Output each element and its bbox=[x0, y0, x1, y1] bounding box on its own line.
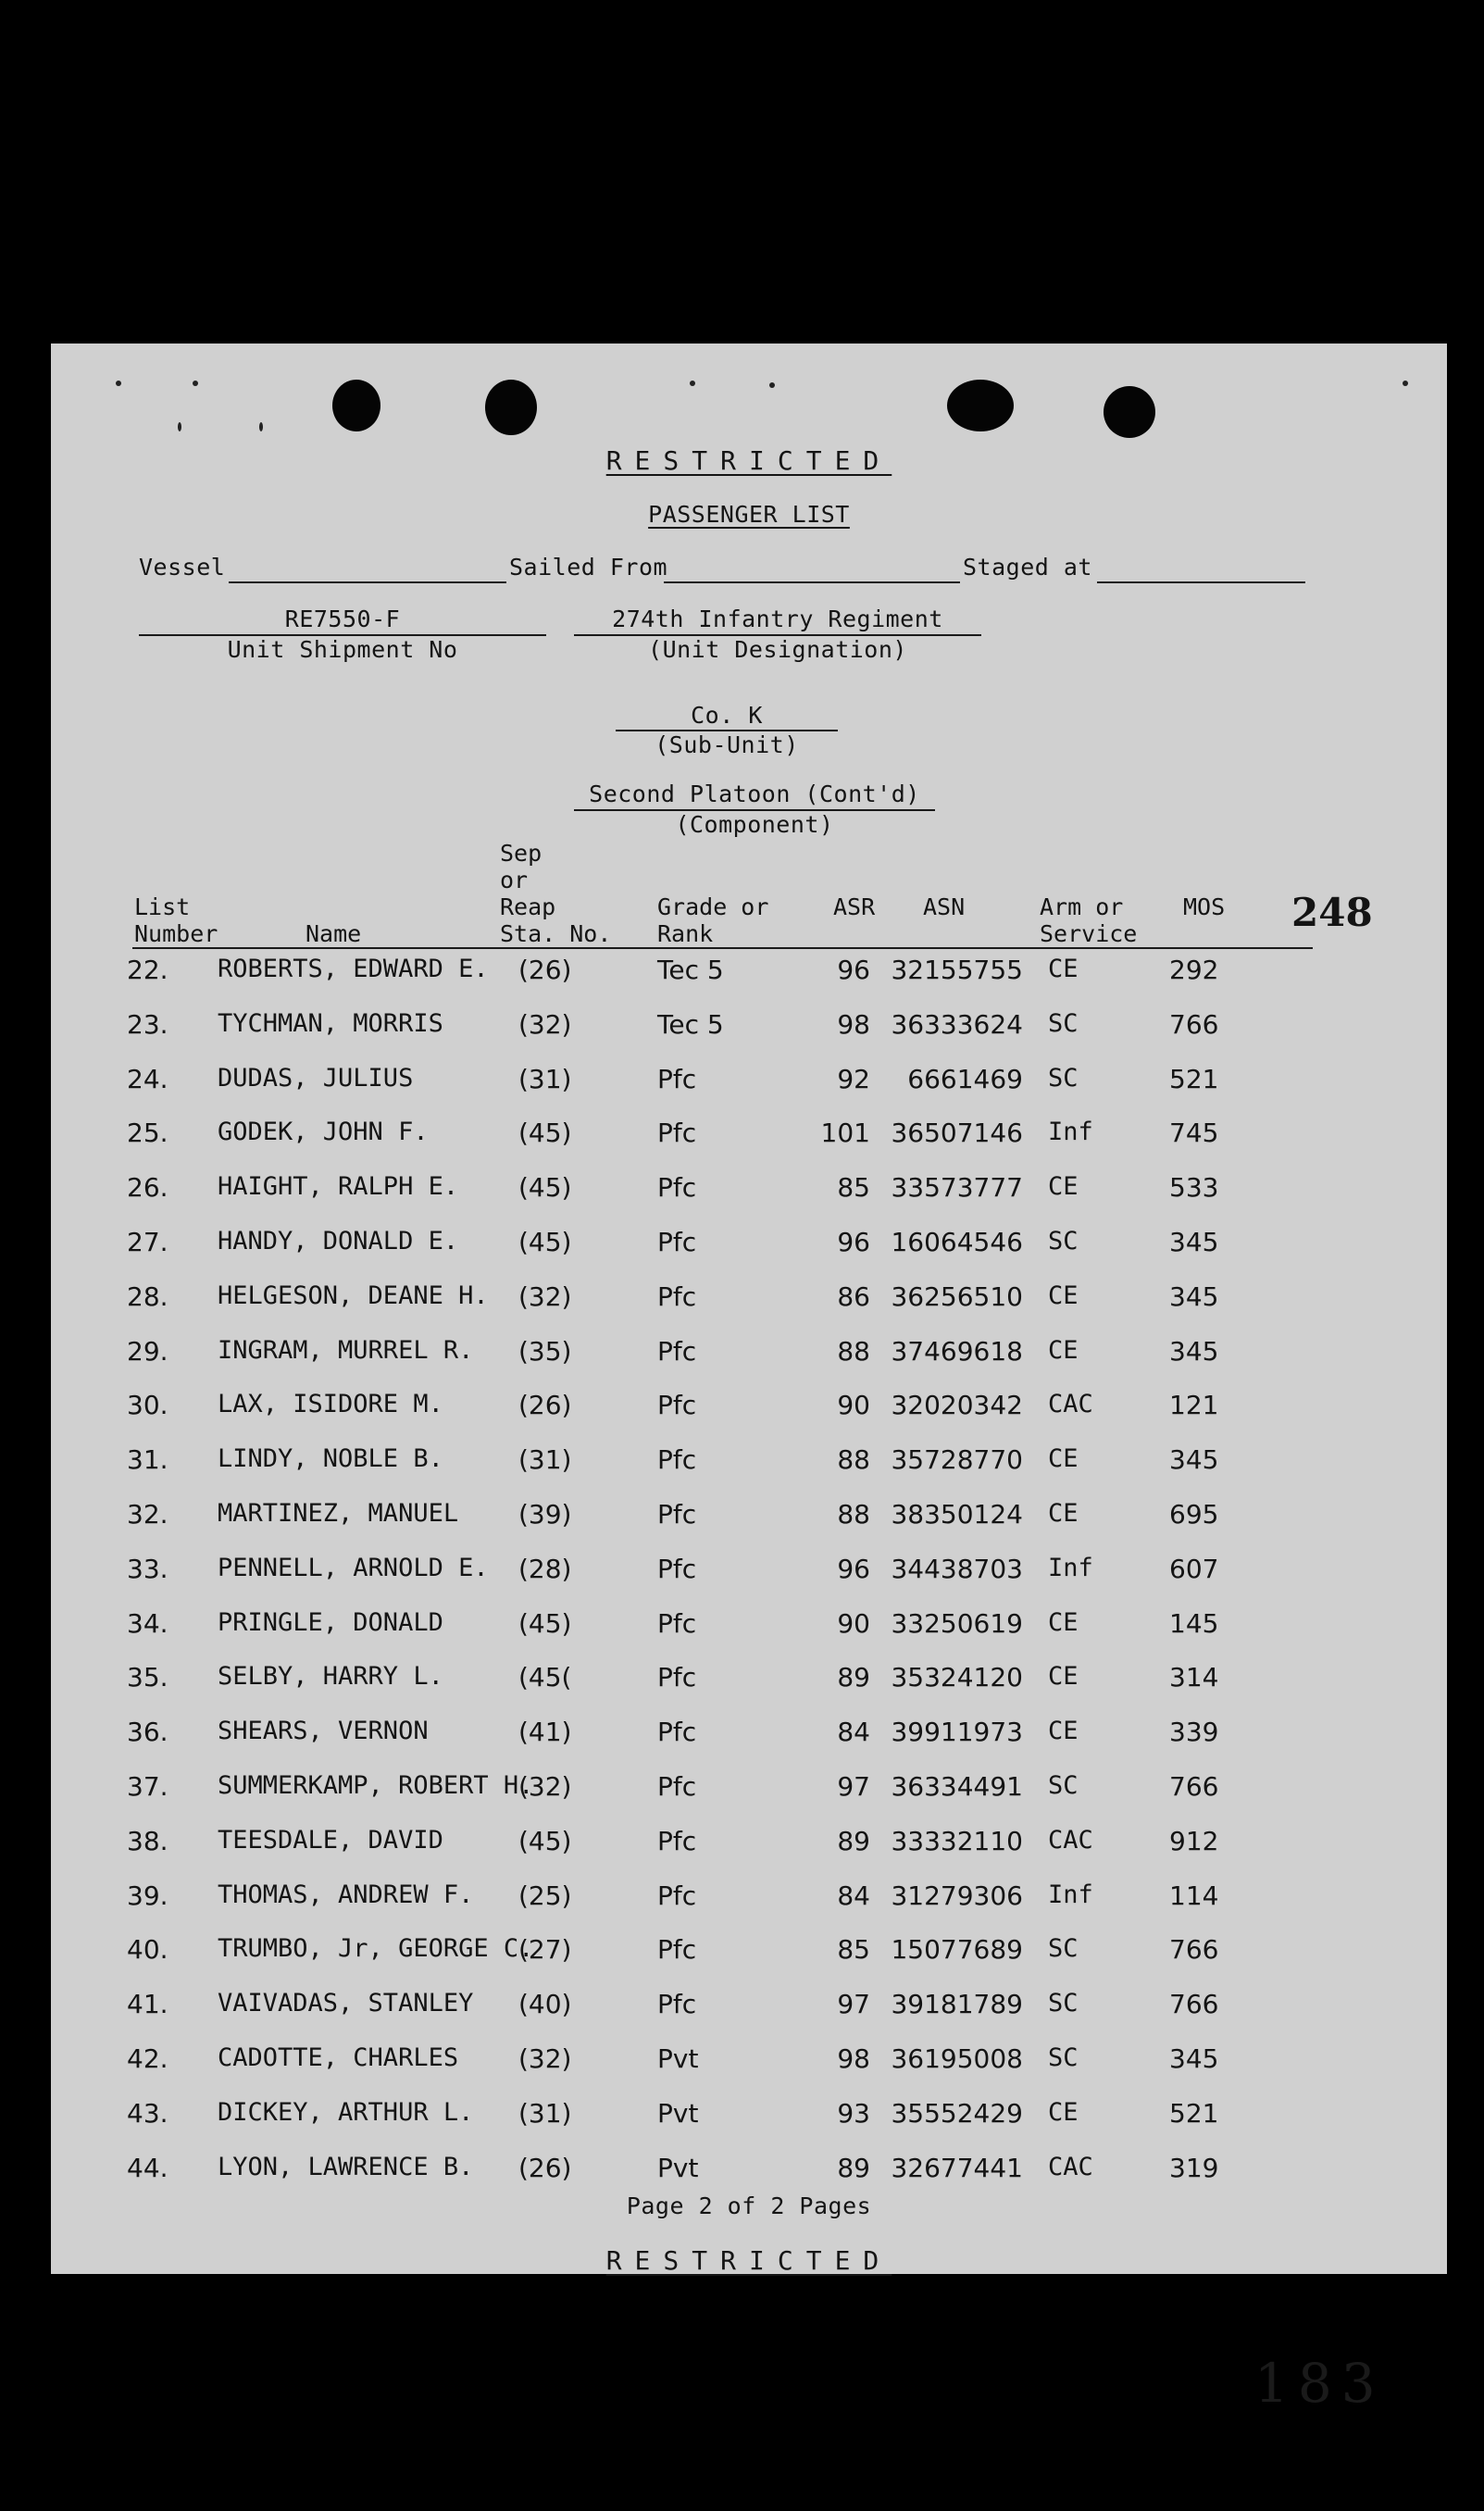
table-row bbox=[51, 1662, 1447, 1714]
document-title: PASSENGER LIST bbox=[648, 501, 850, 528]
mos-cell: 314 bbox=[1169, 1662, 1219, 1693]
asr-cell: 96 bbox=[837, 1553, 870, 1584]
arm-service-cell: CAC bbox=[1048, 1390, 1093, 1419]
asr-cell: 88 bbox=[837, 1444, 870, 1476]
staged-at-line bbox=[1097, 581, 1305, 583]
arm-service-cell: SC bbox=[1048, 1989, 1079, 2018]
arm-service-cell: SC bbox=[1048, 1934, 1079, 1964]
mos-cell: 345 bbox=[1169, 1227, 1219, 1257]
list-number-cell: 28. bbox=[127, 1280, 168, 1312]
asr-cell: 89 bbox=[837, 1662, 870, 1693]
unit-designation: 274th Infantry Regiment bbox=[612, 606, 943, 632]
speck bbox=[690, 381, 695, 386]
asr-cell: 88 bbox=[837, 1335, 870, 1367]
list-number-cell: 31. bbox=[127, 1444, 168, 1476]
asn-cell: 36333624 bbox=[891, 1008, 1023, 1040]
name-cell: THOMAS, ANDREW F. bbox=[218, 1880, 474, 1909]
name-cell: TYCHMAN, MORRIS bbox=[218, 1008, 443, 1038]
sep-reap-cell: (45) bbox=[518, 1825, 572, 1856]
arm-service-cell: CE bbox=[1048, 1280, 1079, 1310]
asn-cell: 36334491 bbox=[891, 1771, 1023, 1802]
header-name: Name bbox=[306, 920, 362, 947]
sep-reap-cell: (45) bbox=[518, 1227, 572, 1257]
asn-cell: 15077689 bbox=[891, 1934, 1023, 1966]
unit-designation-label: (Unit Designation) bbox=[648, 636, 907, 663]
list-number-cell: 37. bbox=[127, 1771, 168, 1802]
asn-cell: 16064546 bbox=[891, 1227, 1023, 1257]
asr-cell: 97 bbox=[837, 1989, 870, 2020]
arm-service-cell: CE bbox=[1048, 2097, 1079, 2127]
list-number-cell: 30. bbox=[127, 1390, 168, 1421]
name-cell: DICKEY, ARTHUR L. bbox=[218, 2097, 474, 2127]
arm-service-cell: Inf bbox=[1048, 1880, 1093, 1909]
arm-service-cell: CE bbox=[1048, 1172, 1079, 1202]
asr-cell: 98 bbox=[837, 1008, 870, 1040]
name-cell: PENNELL, ARNOLD E. bbox=[218, 1553, 489, 1582]
sep-reap-cell: (26) bbox=[518, 2152, 572, 2183]
name-cell: MARTINEZ, MANUEL bbox=[218, 1499, 459, 1528]
name-cell: TEESDALE, DAVID bbox=[218, 1825, 443, 1855]
table-row bbox=[51, 1554, 1447, 1605]
name-cell: VAIVADAS, STANLEY bbox=[218, 1989, 474, 2018]
grade-cell: Pfc bbox=[657, 1934, 697, 1966]
header-grade: Grade or Rank bbox=[657, 893, 769, 947]
vessel-label: Vessel bbox=[139, 554, 226, 581]
arm-service-cell: CE bbox=[1048, 1607, 1079, 1637]
footer-page-info: Page 2 of 2 Pages bbox=[626, 2192, 872, 2219]
punch-hole-1 bbox=[332, 380, 380, 431]
vessel-line bbox=[229, 581, 506, 583]
table-row bbox=[51, 1717, 1447, 1768]
list-number-cell: 33. bbox=[127, 1553, 168, 1584]
arm-service-cell: Inf bbox=[1048, 1553, 1093, 1582]
sep-reap-cell: (26) bbox=[518, 955, 572, 985]
asn-cell: 32020342 bbox=[891, 1390, 1023, 1421]
punch-hole-2 bbox=[485, 380, 537, 435]
asn-cell: 35552429 bbox=[891, 2097, 1023, 2129]
unit-shipment-no: RE7550-F bbox=[284, 606, 401, 632]
list-number-cell: 44. bbox=[127, 2152, 168, 2183]
sep-reap-cell: (32) bbox=[518, 2043, 572, 2074]
name-cell: PRINGLE, DONALD bbox=[218, 1607, 443, 1637]
grade-cell: Pfc bbox=[657, 1118, 697, 1149]
arm-service-cell: CE bbox=[1048, 1444, 1079, 1474]
mos-cell: 607 bbox=[1169, 1553, 1219, 1584]
table-row bbox=[51, 1227, 1447, 1279]
classification-top: RESTRICTED bbox=[605, 445, 892, 476]
list-number-cell: 24. bbox=[127, 1063, 168, 1094]
arm-service-cell: SC bbox=[1048, 1227, 1079, 1256]
name-cell: SUMMERKAMP, ROBERT H. bbox=[218, 1771, 534, 1800]
asn-cell: 31279306 bbox=[891, 1880, 1023, 1911]
punch-hole-4 bbox=[1104, 386, 1155, 438]
mos-cell: 292 bbox=[1169, 955, 1219, 985]
mos-cell: 533 bbox=[1169, 1172, 1219, 1204]
mos-cell: 145 bbox=[1169, 1607, 1219, 1639]
asr-cell: 85 bbox=[837, 1172, 870, 1204]
list-number-cell: 39. bbox=[127, 1880, 168, 1911]
sep-reap-cell: (45) bbox=[518, 1118, 572, 1149]
page-stamp-number: 248 bbox=[1291, 890, 1373, 935]
sep-reap-cell: (35) bbox=[518, 1335, 572, 1367]
speck bbox=[259, 422, 263, 431]
table-row bbox=[51, 1336, 1447, 1388]
table-row bbox=[51, 1499, 1447, 1551]
name-cell: SELBY, HARRY L. bbox=[218, 1662, 443, 1692]
list-number-cell: 41. bbox=[127, 1989, 168, 2020]
asr-cell: 93 bbox=[837, 2097, 870, 2129]
sep-reap-cell: (32) bbox=[518, 1771, 572, 1802]
asr-cell: 84 bbox=[837, 1880, 870, 1911]
sep-reap-cell: (39) bbox=[518, 1499, 572, 1530]
asr-cell: 88 bbox=[837, 1499, 870, 1530]
sep-reap-cell: (32) bbox=[518, 1008, 572, 1040]
asr-cell: 92 bbox=[837, 1063, 870, 1094]
table-row bbox=[51, 1826, 1447, 1878]
component: Second Platoon (Cont'd) bbox=[589, 781, 920, 807]
mos-cell: 766 bbox=[1169, 1934, 1219, 1966]
sub-unit-label: (Sub-Unit) bbox=[655, 731, 799, 758]
asn-cell: 33332110 bbox=[891, 1825, 1023, 1856]
asn-cell: 33573777 bbox=[891, 1172, 1023, 1204]
mos-cell: 339 bbox=[1169, 1717, 1219, 1748]
sep-reap-cell: (45) bbox=[518, 1607, 572, 1639]
asr-cell: 90 bbox=[837, 1390, 870, 1421]
mos-cell: 345 bbox=[1169, 1280, 1219, 1312]
grade-cell: Pfc bbox=[657, 1989, 697, 2020]
asn-cell: 34438703 bbox=[891, 1553, 1023, 1584]
asn-cell: 39181789 bbox=[891, 1989, 1023, 2020]
list-number-cell: 36. bbox=[127, 1717, 168, 1748]
name-cell: LAX, ISIDORE M. bbox=[218, 1390, 443, 1419]
grade-cell: Pfc bbox=[657, 1335, 697, 1367]
sep-reap-cell: (25) bbox=[518, 1880, 572, 1911]
name-cell: INGRAM, MURREL R. bbox=[218, 1335, 474, 1365]
document-page bbox=[51, 344, 1447, 2274]
header-sep-reap: Sep or Reap Sta. No. bbox=[500, 840, 612, 947]
asr-cell: 90 bbox=[837, 1607, 870, 1639]
sub-unit: Co. K bbox=[691, 702, 763, 729]
grade-cell: Pvt bbox=[657, 2043, 699, 2074]
table-row bbox=[51, 1934, 1447, 1986]
name-cell: TRUMBO, Jr, GEORGE C. bbox=[218, 1934, 534, 1964]
arm-service-cell: CE bbox=[1048, 1499, 1079, 1528]
table-row bbox=[51, 1444, 1447, 1496]
asn-cell: 35324120 bbox=[891, 1662, 1023, 1693]
mos-cell: 345 bbox=[1169, 2043, 1219, 2074]
asn-cell: 32155755 bbox=[891, 955, 1023, 985]
table-row bbox=[51, 1771, 1447, 1823]
table-row bbox=[51, 1118, 1447, 1169]
sep-reap-cell: (27) bbox=[518, 1934, 572, 1966]
grade-cell: Pvt bbox=[657, 2097, 699, 2129]
arm-service-cell: SC bbox=[1048, 2043, 1079, 2072]
header-asr: ASR bbox=[833, 893, 876, 920]
asn-cell: 6661469 bbox=[907, 1063, 1023, 1094]
grade-cell: Tec 5 bbox=[657, 1008, 724, 1040]
mos-cell: 345 bbox=[1169, 1335, 1219, 1367]
sep-reap-cell: (28) bbox=[518, 1553, 572, 1584]
grade-cell: Pfc bbox=[657, 1880, 697, 1911]
mos-cell: 745 bbox=[1169, 1118, 1219, 1149]
asn-cell: 36195008 bbox=[891, 2043, 1023, 2074]
list-number-cell: 42. bbox=[127, 2043, 168, 2074]
table-row bbox=[51, 1172, 1447, 1224]
list-number-cell: 27. bbox=[127, 1227, 168, 1257]
unit-shipment-no-label: Unit Shipment No bbox=[227, 636, 458, 663]
list-number-cell: 23. bbox=[127, 1008, 168, 1040]
arm-service-cell: CE bbox=[1048, 1335, 1079, 1365]
speck bbox=[193, 381, 198, 386]
arm-service-cell: SC bbox=[1048, 1771, 1079, 1800]
header-asn: ASN bbox=[923, 893, 966, 920]
header-rule bbox=[132, 947, 1313, 949]
sep-reap-cell: (32) bbox=[518, 1280, 572, 1312]
staged-at-label: Staged at bbox=[963, 554, 1092, 581]
header-arm: Arm or Service bbox=[1040, 893, 1138, 947]
grade-cell: Pfc bbox=[657, 1771, 697, 1802]
arm-service-cell: CAC bbox=[1048, 1825, 1093, 1855]
speck bbox=[1403, 381, 1408, 386]
grade-cell: Pfc bbox=[657, 1499, 697, 1530]
asr-cell: 96 bbox=[837, 955, 870, 985]
asr-cell: 101 bbox=[820, 1118, 870, 1149]
asr-cell: 85 bbox=[837, 1934, 870, 1966]
mos-cell: 912 bbox=[1169, 1825, 1219, 1856]
table-row bbox=[51, 1064, 1447, 1116]
name-cell: LYON, LAWRENCE B. bbox=[218, 2152, 474, 2181]
table-row bbox=[51, 1880, 1447, 1932]
mos-cell: 695 bbox=[1169, 1499, 1219, 1530]
list-number-cell: 40. bbox=[127, 1934, 168, 1966]
asn-cell: 32677441 bbox=[891, 2152, 1023, 2183]
sailed-from-line bbox=[664, 581, 960, 583]
list-number-cell: 32. bbox=[127, 1499, 168, 1530]
mos-cell: 766 bbox=[1169, 1008, 1219, 1040]
table-row bbox=[51, 1989, 1447, 2041]
asr-cell: 89 bbox=[837, 2152, 870, 2183]
sep-reap-cell: (26) bbox=[518, 1390, 572, 1421]
list-number-cell: 38. bbox=[127, 1825, 168, 1856]
name-cell: ROBERTS, EDWARD E. bbox=[218, 955, 489, 983]
name-cell: HELGESON, DEANE H. bbox=[218, 1280, 489, 1310]
asr-cell: 86 bbox=[837, 1280, 870, 1312]
grade-cell: Pfc bbox=[657, 1172, 697, 1204]
mos-cell: 766 bbox=[1169, 1989, 1219, 2020]
table-row bbox=[51, 955, 1447, 1006]
sep-reap-cell: (45) bbox=[518, 1172, 572, 1204]
grade-cell: Pfc bbox=[657, 1444, 697, 1476]
asn-cell: 36507146 bbox=[891, 1118, 1023, 1149]
sep-reap-cell: (31) bbox=[518, 1063, 572, 1094]
list-number-cell: 34. bbox=[127, 1607, 168, 1639]
asn-cell: 37469618 bbox=[891, 1335, 1023, 1367]
table-row bbox=[51, 2098, 1447, 2150]
grade-cell: Pfc bbox=[657, 1662, 697, 1693]
mos-cell: 521 bbox=[1169, 2097, 1219, 2129]
arm-service-cell: CE bbox=[1048, 1662, 1079, 1692]
table-row bbox=[51, 2043, 1447, 2095]
grade-cell: Pfc bbox=[657, 1063, 697, 1094]
grade-cell: Pfc bbox=[657, 1607, 697, 1639]
name-cell: CADOTTE, CHARLES bbox=[218, 2043, 459, 2072]
sailed-from-label: Sailed From bbox=[509, 554, 668, 581]
grade-cell: Pfc bbox=[657, 1390, 697, 1421]
list-number-cell: 35. bbox=[127, 1662, 168, 1693]
list-number-cell: 22. bbox=[127, 955, 168, 985]
table-row bbox=[51, 1009, 1447, 1061]
table-row bbox=[51, 1608, 1447, 1660]
asr-cell: 97 bbox=[837, 1771, 870, 1802]
sep-reap-cell: (31) bbox=[518, 1444, 572, 1476]
name-cell: GODEK, JOHN F. bbox=[218, 1118, 429, 1147]
punch-hole-3 bbox=[947, 380, 1014, 431]
grade-cell: Pfc bbox=[657, 1227, 697, 1257]
sep-reap-cell: (41) bbox=[518, 1717, 572, 1748]
list-number-cell: 29. bbox=[127, 1335, 168, 1367]
grade-cell: Pvt bbox=[657, 2152, 699, 2183]
asr-cell: 98 bbox=[837, 2043, 870, 2074]
list-number-cell: 25. bbox=[127, 1118, 168, 1149]
table-row bbox=[51, 1281, 1447, 1333]
table-row bbox=[51, 1390, 1447, 1442]
mos-cell: 345 bbox=[1169, 1444, 1219, 1476]
name-cell: DUDAS, JULIUS bbox=[218, 1063, 414, 1093]
arm-service-cell: CE bbox=[1048, 1717, 1079, 1746]
mos-cell: 766 bbox=[1169, 1771, 1219, 1802]
grade-cell: Pfc bbox=[657, 1280, 697, 1312]
arm-service-cell: SC bbox=[1048, 1008, 1079, 1038]
list-number-cell: 43. bbox=[127, 2097, 168, 2129]
asr-cell: 84 bbox=[837, 1717, 870, 1748]
classification-bottom: RESTRICTED bbox=[605, 2245, 892, 2276]
grade-cell: Tec 5 bbox=[657, 955, 724, 985]
arm-service-cell: SC bbox=[1048, 1063, 1079, 1093]
mos-cell: 521 bbox=[1169, 1063, 1219, 1094]
name-cell: HAIGHT, RALPH E. bbox=[218, 1172, 459, 1202]
mos-cell: 114 bbox=[1169, 1880, 1219, 1911]
list-number-cell: 26. bbox=[127, 1172, 168, 1204]
name-cell: SHEARS, VERNON bbox=[218, 1717, 429, 1746]
arm-service-cell: Inf bbox=[1048, 1118, 1093, 1147]
speck bbox=[116, 381, 121, 386]
arm-service-cell: CAC bbox=[1048, 2152, 1093, 2181]
handwritten-folio-number: 183 bbox=[1254, 2352, 1385, 2415]
asn-cell: 38350124 bbox=[891, 1499, 1023, 1530]
arm-service-cell: CE bbox=[1048, 955, 1079, 983]
sep-reap-cell: (40) bbox=[518, 1989, 572, 2020]
sep-reap-cell: (45( bbox=[518, 1662, 572, 1693]
asr-cell: 89 bbox=[837, 1825, 870, 1856]
grade-cell: Pfc bbox=[657, 1553, 697, 1584]
mos-cell: 319 bbox=[1169, 2152, 1219, 2183]
asn-cell: 39911973 bbox=[891, 1717, 1023, 1748]
asr-cell: 96 bbox=[837, 1227, 870, 1257]
grade-cell: Pfc bbox=[657, 1717, 697, 1748]
asn-cell: 36256510 bbox=[891, 1280, 1023, 1312]
mos-cell: 121 bbox=[1169, 1390, 1219, 1421]
header-mos: MOS bbox=[1183, 893, 1226, 920]
name-cell: HANDY, DONALD E. bbox=[218, 1227, 459, 1256]
asn-cell: 35728770 bbox=[891, 1444, 1023, 1476]
grade-cell: Pfc bbox=[657, 1825, 697, 1856]
name-cell: LINDY, NOBLE B. bbox=[218, 1444, 443, 1474]
speck bbox=[769, 382, 775, 388]
sep-reap-cell: (31) bbox=[518, 2097, 572, 2129]
asn-cell: 33250619 bbox=[891, 1607, 1023, 1639]
component-label: (Component) bbox=[675, 811, 834, 838]
header-list-number: List Number bbox=[134, 893, 218, 947]
speck bbox=[178, 422, 181, 431]
